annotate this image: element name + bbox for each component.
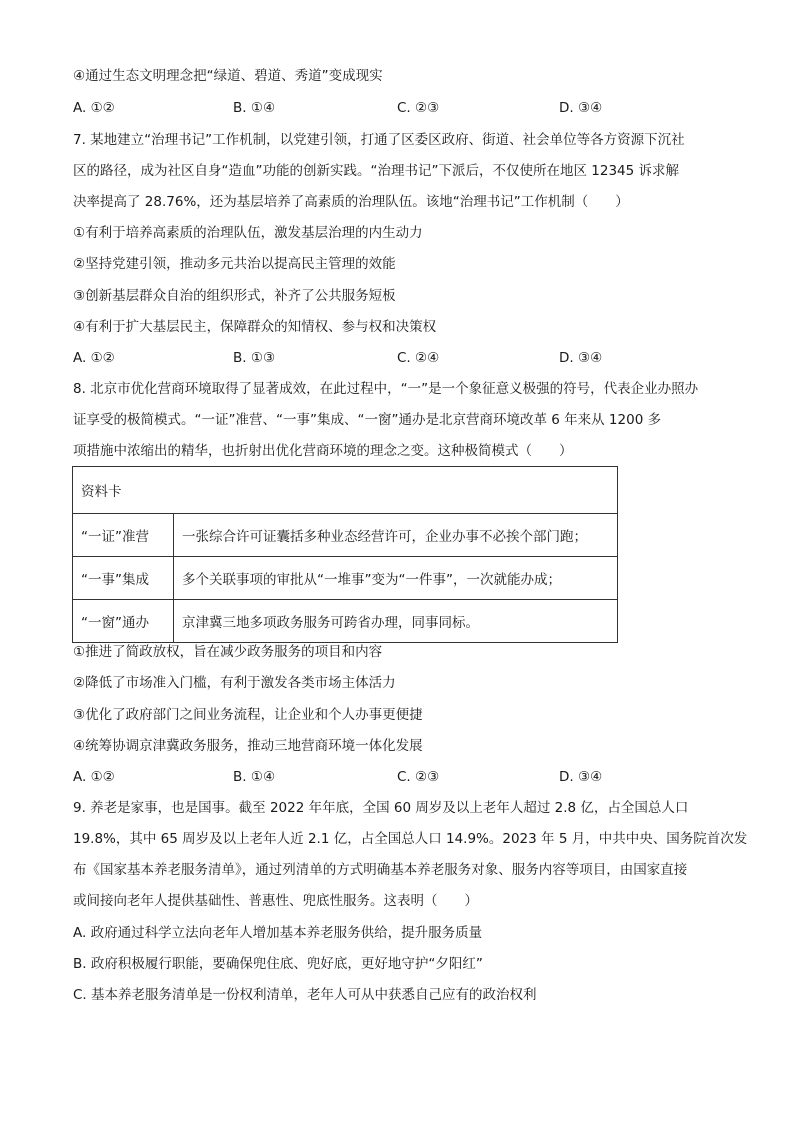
- answer-options: [73, 98, 733, 118]
- option-b: B. ①④: [233, 769, 276, 785]
- info-card-value: 多个关联事项的审批从“一堆事”变为“一件事”，一次就能办成；: [174, 557, 618, 600]
- question-8-statement: ③优化了政府部门之间业务流程，让企业和个人办事更便捷: [73, 707, 423, 723]
- question-9-stem-line: 19.8%，其中 65 周岁及以上老年人近 2.1 亿，占全国总人口 14.9%。2023 年 5 月，中共中央、国务院首次发: [73, 831, 748, 847]
- info-card-key: “一窗”通办: [73, 600, 174, 643]
- question-8-stem-line: 项措施中浓缩出的精华，也折射出优化营商环境的理念之变。这种极简模式（ ）: [73, 443, 573, 459]
- info-card-value: 京津冀三地多项政务服务可跨省办理，同事同标。: [174, 600, 618, 643]
- option-c: C. ②③: [397, 769, 440, 785]
- info-card-key: “一证”准营: [73, 514, 174, 557]
- info-card-value: 一张综合许可证囊括多种业态经营许可，企业办事不必挨个部门跑；: [174, 514, 618, 557]
- option-d: D. ③④: [559, 100, 603, 116]
- question-9-choice-a: A. 政府通过科学立法向老年人增加基本养老服务供给，提升服务质量: [73, 925, 483, 941]
- question-7-stem-line: 区的路径，成为社区自身“造血”功能的创新实践。“治理书记”下派后，不仅使所在地区 12345 诉求解: [73, 163, 680, 179]
- question-7-stem-line: 7. 某地建立“治理书记”工作机制，以党建引领，打通了区委区政府、街道、社会单位等各方资源下沉社: [73, 132, 685, 148]
- question-7-statement: ①有利于培养高素质的治理队伍，激发基层治理的内生动力: [73, 225, 423, 241]
- question-8-statement: ②降低了市场准入门槛，有利于激发各类市场主体活力: [73, 675, 396, 691]
- question-7-statement: ③创新基层群众自治的组织形式，补齐了公共服务短板: [73, 288, 396, 304]
- question-7-options: [73, 348, 733, 368]
- option-a: A. ①②: [73, 100, 115, 116]
- question-9-stem-line: 布《国家基本养老服务清单》，通过列清单的方式明确基本养老服务对象、服务内容等项目，由国家直接: [73, 862, 688, 878]
- info-card-row: [73, 600, 618, 643]
- option-d: D. ③④: [559, 769, 603, 785]
- info-card-title: 资料卡: [73, 467, 618, 514]
- info-card-row: [73, 557, 618, 600]
- question-9-choice-b: B. 政府积极履行职能，要确保兜住底、兜好底，更好地守护“夕阳红”: [73, 956, 483, 972]
- info-card-table: [72, 466, 618, 643]
- question-7-statement: ④有利于扩大基层民主，保障群众的知情权、参与权和决策权: [73, 319, 437, 335]
- option-c: C. ②③: [397, 100, 440, 116]
- question-7-statement: ②坚持党建引领，推动多元共治以提高民主管理的效能: [73, 256, 396, 272]
- question-9-choice-c: C. 基本养老服务清单是一份权利清单，老年人可从中获悉自己应有的政治权利: [73, 987, 537, 1003]
- info-card-key: “一事”集成: [73, 557, 174, 600]
- question-9-stem-line: 9. 养老是家事，也是国事。截至 2022 年年底，全国 60 周岁及以上老年人超过 2.8 亿，占全国总人口: [73, 800, 689, 816]
- question-7-stem-line: 决率提高了 28.76%，还为基层培养了高素质的治理队伍。该地“治理书记”工作机制（ ）: [73, 194, 629, 210]
- info-card-row: [73, 514, 618, 557]
- option-b: B. ①③: [233, 350, 276, 366]
- option-b: B. ①④: [233, 100, 276, 116]
- option-c: C. ②④: [397, 350, 440, 366]
- question-8-stem-line: 8. 北京市优化营商环境取得了显著成效，在此过程中，“一”是一个象征意义极强的符号，代表企业办照办: [73, 381, 699, 397]
- question-8-statement: ①推进了简政放权，旨在减少政务服务的项目和内容: [73, 644, 383, 660]
- statement-4: ④通过生态文明理念把“绿道、碧道、秀道”变成现实: [73, 68, 383, 84]
- question-8-statement: ④统筹协调京津冀政务服务，推动三地营商环境一体化发展: [73, 738, 423, 754]
- option-d: D. ③④: [559, 350, 603, 366]
- option-a: A. ①②: [73, 350, 115, 366]
- question-9-stem-line: 或间接向老年人提供基础性、普惠性、兜底性服务。这表明（ ）: [73, 893, 478, 909]
- question-8-stem-line: 证享受的极简模式。“一证”准营、“一事”集成、“一窗”通办是北京营商环境改革 6 年来从 1200 多: [73, 412, 662, 428]
- question-8-options: [73, 767, 733, 787]
- option-a: A. ①②: [73, 769, 115, 785]
